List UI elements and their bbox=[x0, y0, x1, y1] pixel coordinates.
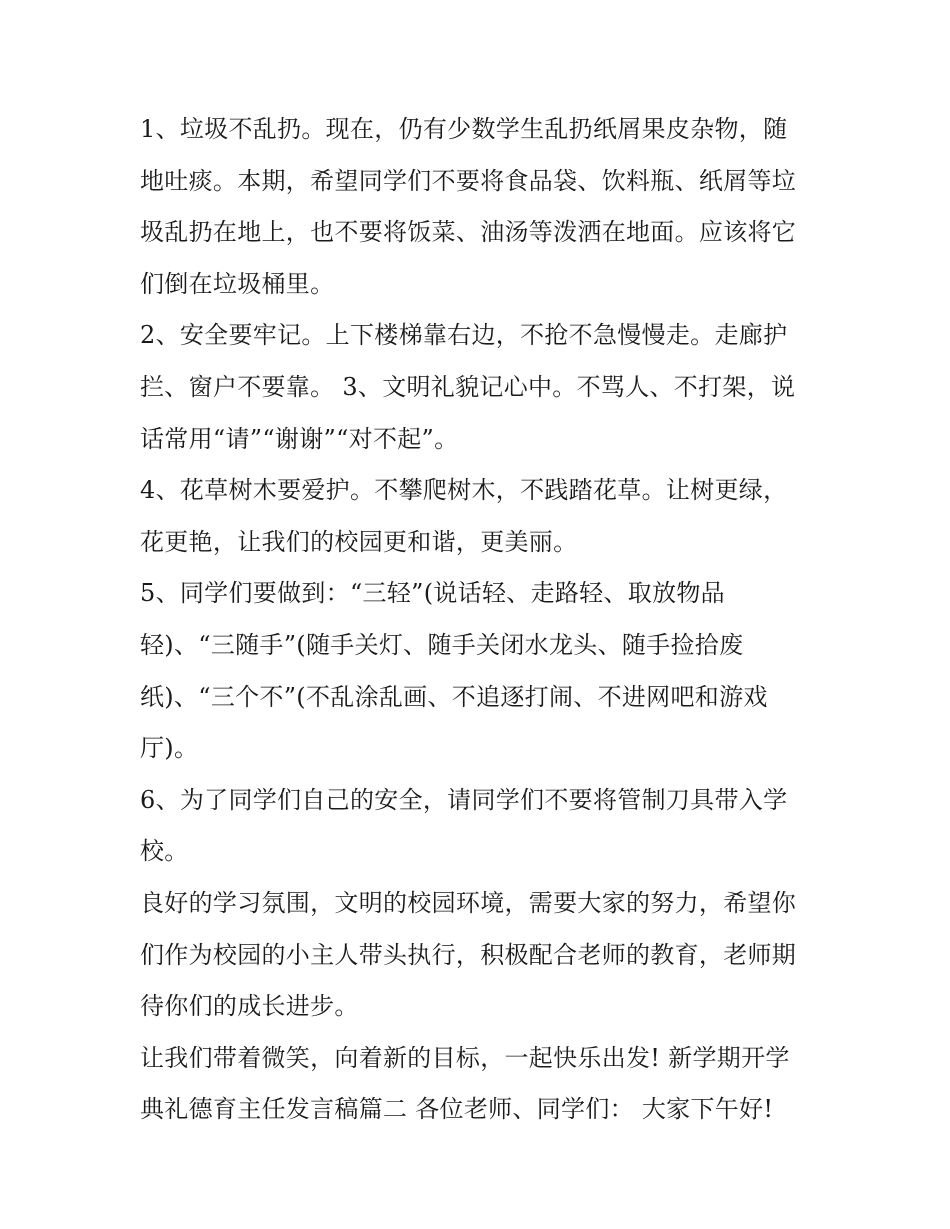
text-line: 让我们带着微笑，向着新的目标，一起快乐出发! 新学期开学 bbox=[140, 1043, 790, 1072]
text-line: 纸)、“三个不”(不乱涂乱画、不追逐打闹、不进网吧和游戏 bbox=[140, 682, 768, 711]
text-line: 良好的学习氛围，文明的校园环境，需要大家的努力，希望你 bbox=[140, 888, 797, 917]
text-line: 地吐痰。本期，希望同学们不要将食品袋、饮料瓶、纸屑等垃 bbox=[140, 166, 797, 195]
text-line: 校。 bbox=[140, 837, 189, 866]
text-line: 轻)、“三随手”(随手关灯、随手关闭水龙头、随手捡拾废 bbox=[140, 630, 744, 659]
text-line: 1、垃圾不乱扔。现在，仍有少数学生乱扔纸屑果皮杂物，随 bbox=[140, 115, 788, 143]
text-line: 话常用“请”“谢谢”“对不起”。 bbox=[140, 424, 459, 453]
text-line: 们作为校园的小主人带头执行，积极配合老师的教育，老师期 bbox=[140, 940, 797, 969]
text-line: 圾乱扔在地上，也不要将饭菜、油汤等泼洒在地面。应该将它 bbox=[140, 218, 797, 247]
text-line: 厅)。 bbox=[140, 734, 199, 763]
text-line: 5、同学们要做到：“三轻”(说话轻、走路轻、取放物品 bbox=[140, 579, 725, 608]
text-line: 拦、窗户不要靠。 3、文明礼貌记心中。不骂人、不打架，说 bbox=[140, 372, 796, 401]
text-line: 们倒在垃圾桶里。 bbox=[140, 269, 335, 298]
text-line: 花更艳，让我们的校园更和谐，更美丽。 bbox=[140, 527, 578, 556]
text-line: 典礼德育主任发言稿篇二 各位老师、同学们： 大家下午好! bbox=[140, 1095, 774, 1124]
text-line: 4、花草树木要爱护。不攀爬树木，不践踏花草。让树更绿， bbox=[140, 476, 788, 505]
text-line: 6、为了同学们自己的安全，请同学们不要将管制刀具带入学 bbox=[140, 785, 788, 814]
document-body bbox=[140, 104, 820, 1136]
text-line: 待你们的成长进步。 bbox=[140, 992, 359, 1021]
text-line: 2、安全要牢记。上下楼梯靠右边，不抢不急慢慢走。走廊护 bbox=[140, 321, 788, 350]
